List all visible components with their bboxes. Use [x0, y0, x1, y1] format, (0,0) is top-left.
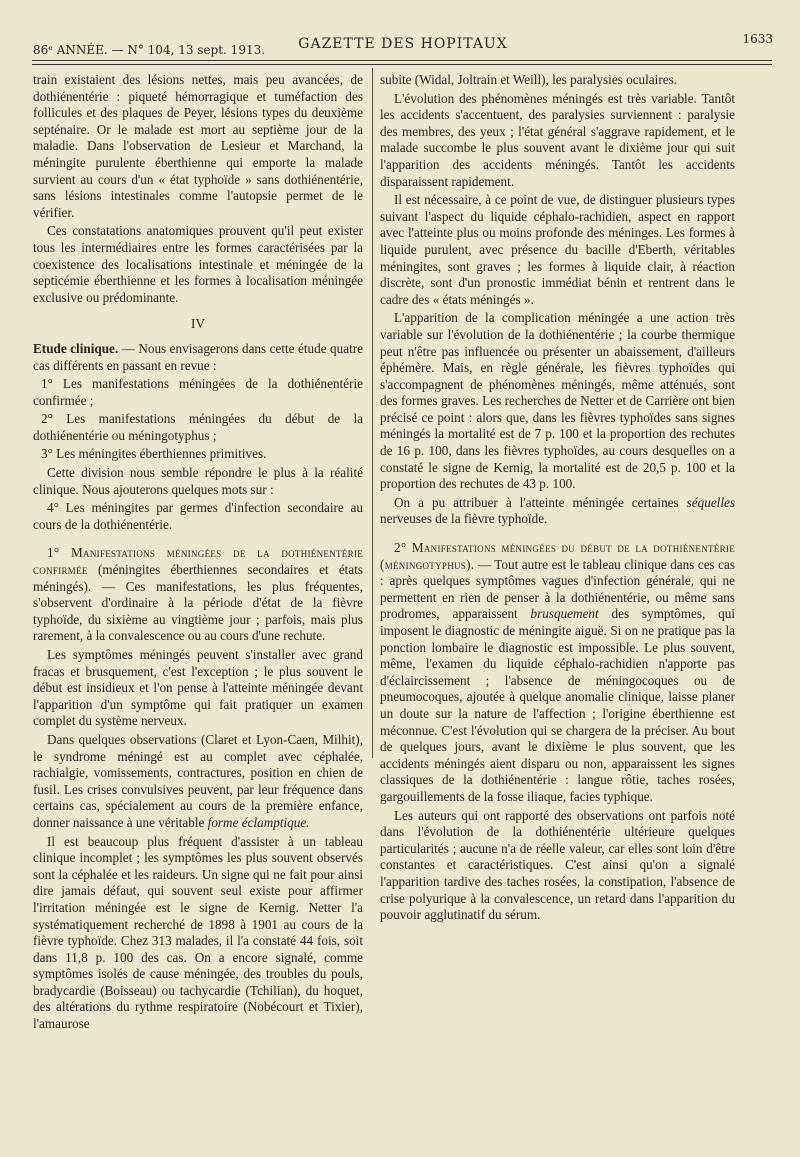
- list-item: 1° Les manifestations méningées de la dothiénentérie confirmée ;: [33, 376, 363, 408]
- paragraph: train existaient des lésions nettes, mais peu avancées, de dothiénentérie : piqueté hémorragique et tuméfaction des follicules et des plaques de Peyer, lésions types du deuxième septénaire. Or le malade est mort au septième jour de la maladie. Dans l'observation de Lesieur et Marchand, la méningite purulente éberthienne qui emporte la malade survient au cours d'un « état typhoïde » sans dothiénentérie, sans lésions intestinales comme l'autopsie permet de le vérifier.: [33, 72, 363, 220]
- list-item: 3° Les méningites éberthiennes primitives.: [41, 446, 267, 462]
- paragraph: [380, 495, 735, 528]
- paragraph: L'évolution des phénomènes méningés est très variable. Tantôt les accidents s'accentuent, des paralysies surviennent : paralysie des membres, des yeux ; l'état général s'aggrave rapidement, et le malade succombe le plus souvent avant le dixième jour qui suit l'apparition des accidents méningés. Tantôt les accidents disparaissent rapidement.: [380, 90, 735, 189]
- paragraph: Il est beaucoup plus fréquent d'assister à un tableau clinique incomplet ; les symptômes les plus souvent observés sont la céphalée et les raideurs. Un signe qui ne fait pour ainsi dire jamais défaut, qui souvent seul existe pour affirmer l'irritation méningée est le signe de Kernig. Netter l'a systématiquement recherché de 1898 à 1901 au cours de la fièvre typhoïde. Chez 313 malades, il l'a constaté 44 fois, soit dans 11,8 p. 100 des cas. On a encore signalé, comme symptômes isolés de cause méningée, des troubles du pouls, bradycardie (Boisseau) ou tachycardie (Tchilian), du hoquet, des altérations du rythme respiratoire (Nobécourt et Tixier), l'amaurose: [33, 833, 363, 1032]
- spacer: [380, 530, 735, 540]
- paragraph: Cette division nous semble répondre le plus à la réalité clinique. Nous ajouterons quelques mots sur :: [33, 465, 363, 497]
- paragraph: [33, 732, 363, 832]
- page-number: 1633: [742, 32, 773, 46]
- column-divider: [372, 68, 373, 758]
- paragraph: L'apparition de la complication méningée a une action très variable sur l'évolution de la dothiénentérie ; la courbe thermique peut n'être pas influencée ou présenter un abaissement, d'ailleurs éphémère. Mais, en règle générale, les fièvres typhoïdes qui s'accompagnent de phénomènes méningés, même atténués, sont des formes graves. Les recherches de Netter et de Carrière ont bien précisé ce point : alors que, dans les fièvres typhoïdes sans signes méningés la mortalité est de 7 p. 100 et la proportion des rechutes de 16 p. 100, dans les fièvres typhoïdes, au cours desquelles on a constaté le signe de Kernig, la mortalité est de 20,5 p. 100 et la proportion des rechutes de 43 p. 100.: [380, 310, 735, 492]
- header-rule-thick: [32, 60, 772, 61]
- subsection-text: (méningites éberthiennes secondaires et états méningés). — Ces manifestations, les plus fréquentes, s'observent d'ordinaire à la période d'état de la fièvre typhoïde, du sixième au vingtième jour ; parfois, mais plus rarement, à la convalescence ou au cours d'une rechute.: [33, 562, 363, 644]
- study-text: — Nous envisagerons dans cette étude quatre cas différents en passant en revue :: [33, 340, 363, 373]
- text-run: — Tout autre est le tableau clinique dans ces cas : après quelques symptômes vagues d'infection générale, qui ne permettent en rien de penser à la dothiénentérie, ou même sans prodromes, apparaissent: [380, 556, 735, 622]
- issue-info: 86ᵉ ANNÉE. — N° 104, 13 sept. 1913.: [33, 43, 266, 57]
- study-heading: Etude clinique.: [33, 340, 119, 356]
- text-run: nerveuses de la fièvre typhoïde.: [380, 511, 548, 527]
- italic-term: brusquement: [530, 606, 599, 622]
- subsection-heading: 2° Manifestations méningées du début de la dothiénentérie (méningotyphus).: [380, 540, 735, 572]
- right-column: [380, 72, 735, 926]
- paragraph: Il est nécessaire, à ce point de vue, de distinguer plusieurs types suivant l'aspect du liquide céphalo-rachidien, aspect en rapport avec l'atteinte plus ou moins profonde des méninges. Les formes à liquide purulent, avec présence du bacille d'Eberth, véritables méningites, sont graves ; les formes à liquide clair, à réaction discrète, sont d'un pronostic immédiat bénin et rentrent dans le cadre des « états méningés ».: [380, 192, 735, 307]
- italic-term: forme éclamptique.: [207, 814, 310, 830]
- running-header: [33, 32, 773, 60]
- text-run: Dans quelques observations (Claret et Lyon-Caen, Milhit), le syndrome méningé est au complet avec céphalée, rachialgie, vomissements, contractures, position en chien de fusil. Les crises convulsives peuvent, par leur fréquence dans certains cas, spécialement au cours de la première enfance, donner naissance à une véritable: [33, 731, 363, 830]
- paragraph: Les symptômes méningés peuvent s'installer avec grand fracas et brusquement, c'est l'exception ; le plus souvent le début est insidieux et l'on pense à l'atteinte méningée devant l'apparition d'un symptôme qui fait pratiquer un examen complet du système nerveux.: [33, 647, 363, 729]
- paragraph: [33, 341, 363, 374]
- subsection-heading: 1° Manifestations méningées de la dothiénentérie confirmée: [33, 545, 363, 578]
- spacer: [33, 535, 363, 545]
- list: [33, 376, 363, 463]
- list-item: 2° Les manifestations méningées du début de la dothiénentérie ou méningotyphus ;: [33, 411, 363, 443]
- header-rule-thin: [32, 64, 772, 65]
- text-run: On a pu attribuer à l'atteinte méningée certaines: [394, 494, 687, 510]
- paragraph: [33, 545, 363, 645]
- section-number: IV: [190, 316, 206, 332]
- text-run: des symptômes, qui imposent le diagnostic de méningite aiguë. Si on ne pratique pas la ponction lombaire le diagnostic est impossible. Le plus souvent, même, l'examen du liquide céphalo-rachidien n'apporte pas d'éclaircissement ; l'absence de méningocoques ou de pneumocoques, ajoutée à quelque anomalie clinique, laisse planer un doute sur la nature de l'affection ; l'origine éberthienne est méconnue. C'est l'évolution qui se chargera de la préciser. Au bout de quelques jours, avant le dixième le plus souvent, que les accidents méningés aient disparu ou non, apparaissent les signes classiques de la dothiénentérie : langue rôtie, taches rosées, gargouillements de la fosse iliaque, facies typhique.: [380, 606, 735, 804]
- left-column: [33, 72, 363, 1035]
- paragraph: subite (Widal, Joltrain et Weill), les paralysies oculaires.: [380, 72, 677, 87]
- journal-title: GAZETTE DES HOPITAUX: [298, 36, 508, 52]
- paragraph: [380, 540, 735, 806]
- paragraph: Les auteurs qui ont rapporté des observations ont parfois noté dans l'évolution de la dothiénentérie ultérieure quelques particularités ; aucune n'a de réelle valeur, car elles sont loin d'être constantes et caractéristiques. C'est ainsi qu'on a signalé l'apparition tardive des taches rosées, la constipation, l'absence de crise polyurique à la convalescence, un retard dans l'apparition du pouvoir agglutinatif du sérum.: [380, 807, 735, 923]
- italic-term: séquelles: [686, 494, 735, 510]
- paragraph: 4° Les méningites par germes d'infection secondaire au cours de la dothiénentérie.: [33, 500, 363, 532]
- paragraph: Ces constatations anatomiques prouvent qu'il peut exister tous les intermédiaires entre les formes caractérisées par la coexistence des localisations intestinale et méningée de la septicémie éberthienne et les formes à localisation méningée exclusive ou prédominante.: [33, 223, 363, 305]
